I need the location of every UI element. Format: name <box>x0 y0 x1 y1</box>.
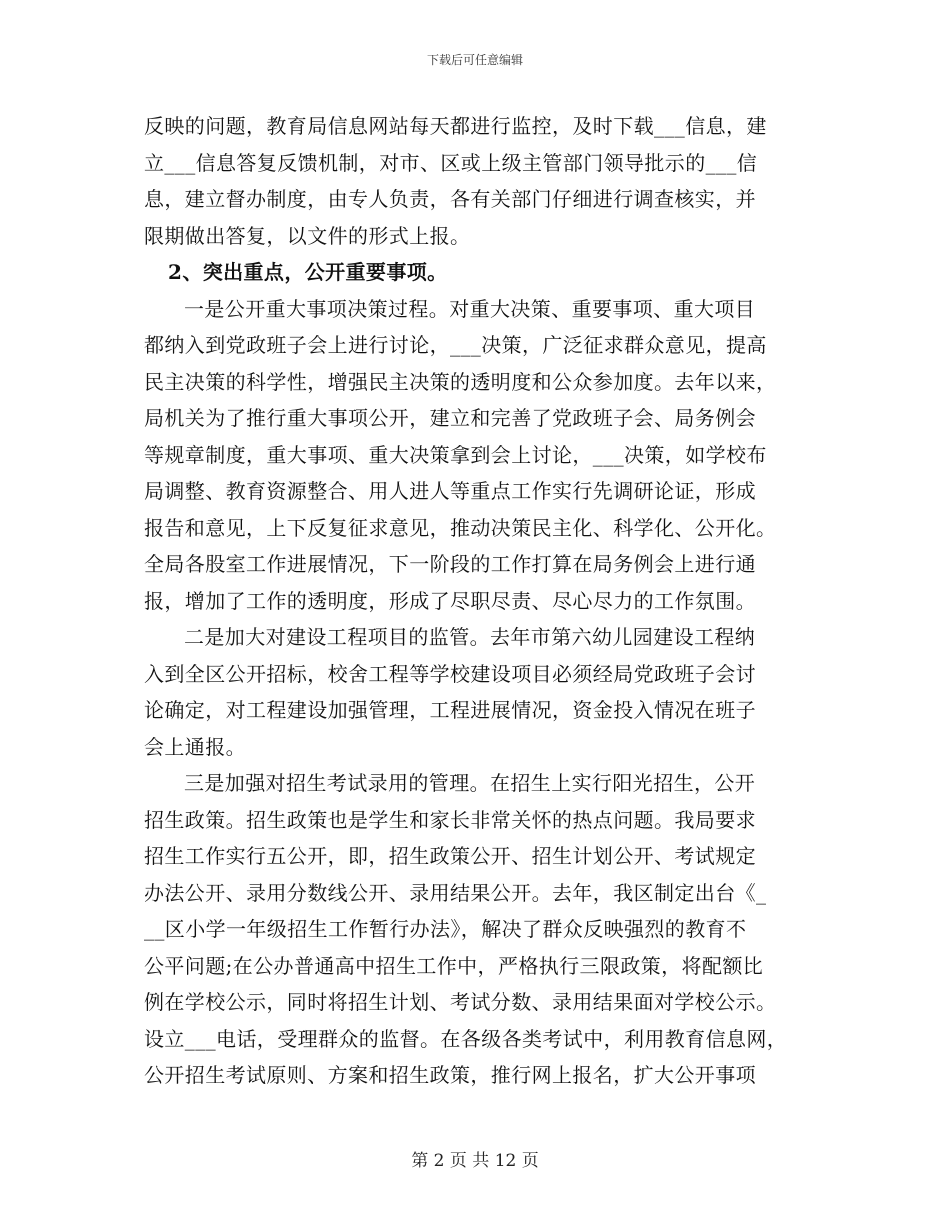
body-line: 息，建立督办制度，由专人负责，各有关部门仔细进行调查核实，并 <box>144 187 756 211</box>
body-line: 公平问题;在公办普通高中招生工作中，严格执行三限政策，将配额比 <box>144 953 764 978</box>
body-line: 公开招生考试原则、方案和招生政策，推行网上报名，扩大公开事项 <box>144 1063 756 1087</box>
body-line: __区小学一年级招生工作暂行办法》，解决了群众反映强烈的教育不 <box>144 917 747 941</box>
body-line: 二是加大对建设工程项目的监管。去年市第六幼儿园建设工程纳 <box>184 625 756 649</box>
body-line: 反映的问题，教育局信息网站每天都进行监控，及时下载___信息，建 <box>144 114 767 138</box>
page-header-note: 下载后可任意编辑 <box>426 53 523 67</box>
section-heading: 2、突出重点，公开重要事项。 <box>168 260 448 284</box>
body-line: 办法公开、录用分数线公开、录用结果公开。去年，我区制定出台《_ <box>144 880 767 905</box>
body-line: 会上通报。 <box>144 734 246 759</box>
body-line: 民主决策的科学性，增强民主决策的透明度和公众参加度。去年以来， <box>144 369 777 394</box>
document-body <box>144 108 824 1094</box>
body-line: 局调整、教育资源整合、用人进人等重点工作实行先调研论证，形成 <box>144 479 756 503</box>
body-line: 招生政策。招生政策也是学生和家长非常关怀的热点问题。我局要求 <box>144 807 756 832</box>
body-line: 全局各股室工作进展情况，下一阶段的工作打算在局务例会上进行通 <box>144 552 756 576</box>
body-line: 三是加强对招生考试录用的管理。在招生上实行阳光招生，公开 <box>184 771 756 795</box>
body-line: 局机关为了推行重大事项公开，建立和完善了党政班子会、局务例会 <box>144 406 756 430</box>
body-line: 都纳入到党政班子会上进行讨论，___决策，广泛征求群众意见，提高 <box>144 333 767 357</box>
body-line: 立___信息答复反馈机制，对市、区或上级主管部门领导批示的___信 <box>144 150 758 175</box>
body-line: 报，增加了工作的透明度，形成了尽职尽责、尽心尽力的工作氛围。 <box>144 588 756 613</box>
body-line: 入到全区公开招标，校舍工程等学校建设项目必须经局党政班子会讨 <box>144 661 756 686</box>
body-line: 招生工作实行五公开，即，招生政策公开、招生计划公开、考试规定 <box>144 844 756 868</box>
body-line: 一是公开重大事项决策过程。对重大决策、重要事项、重大项目 <box>184 296 756 321</box>
body-line: 限期做出答复，以文件的形式上报。 <box>144 223 471 248</box>
body-line: 例在学校公示，同时将招生计划、考试分数、录用结果面对学校公示。 <box>144 990 777 1014</box>
body-line: 设立___电话，受理群众的监督。在各级各类考试中，利用教育信息网， <box>144 1026 788 1051</box>
page-number: 第 2 页 共 12 页 <box>411 1151 539 1171</box>
body-line: 论确定，对工程建设加强管理，工程进展情况，资金投入情况在班子 <box>144 698 756 722</box>
body-line: 报告和意见，上下反复征求意见，推动决策民主化、科学化、公开化。 <box>144 515 777 540</box>
body-line: 等规章制度，重大事项、重大决策拿到会上讨论，___决策，如学校布 <box>144 442 767 467</box>
